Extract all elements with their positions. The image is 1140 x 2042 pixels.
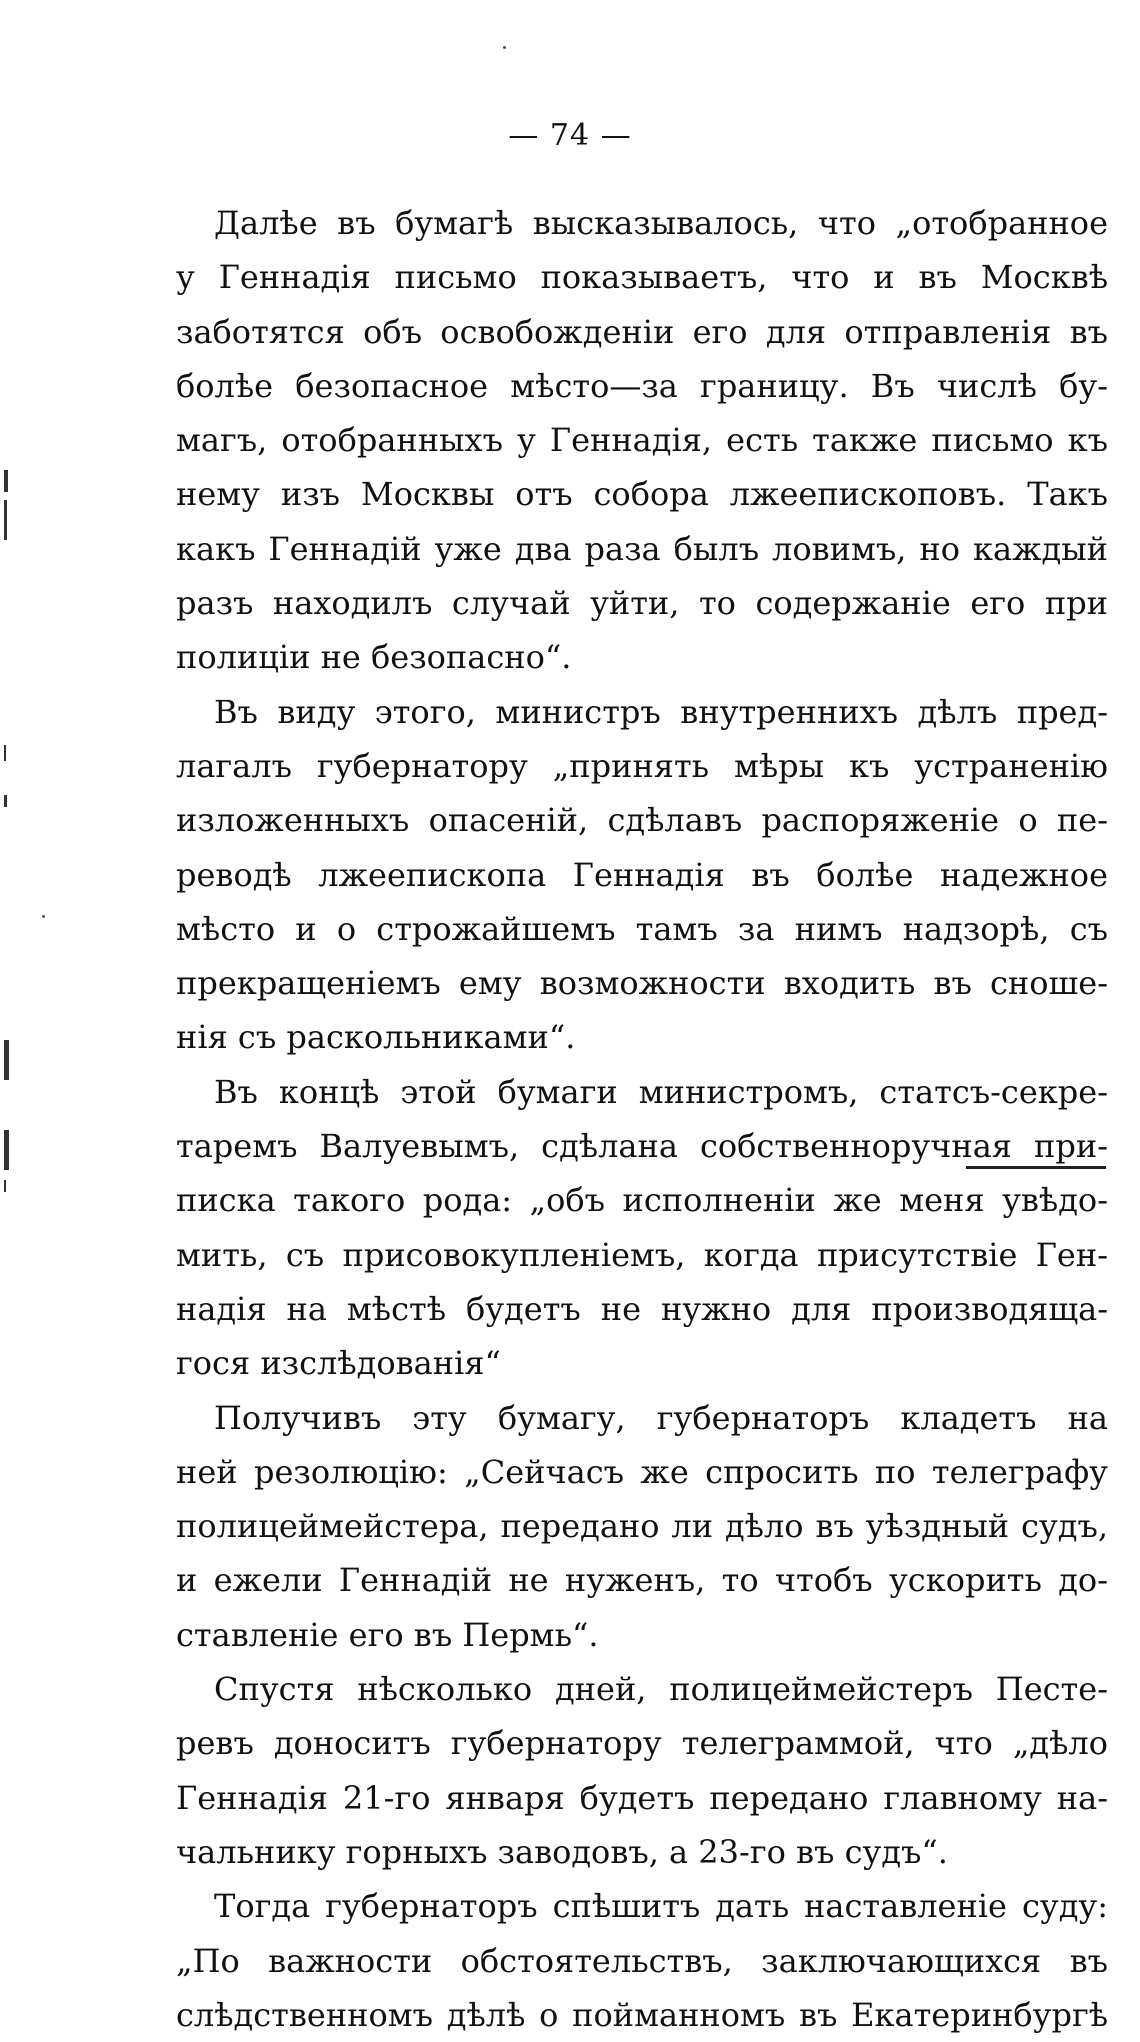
text-line: Получивъ эту бумагу, губернаторъ кладетъ на — [214, 1398, 1108, 1437]
margin-mark — [4, 1040, 9, 1080]
speck — [503, 46, 506, 49]
text-line: „По важности обстоятельствъ, заключающихся въ — [176, 1941, 1108, 1980]
text-line: ней резолюцію: „Сейчасъ же спросить по телеграфу — [176, 1452, 1108, 1491]
text-line: Въ виду этого, министръ внутреннихъ дѣлъ пред- — [214, 692, 1108, 731]
text-line: чальнику горныхъ заводовъ, а 23-го въ судъ“. — [176, 1832, 948, 1871]
text-line: лагалъ губернатору „принять мѣры къ устраненію — [176, 746, 1108, 785]
page-number: — 74 — — [508, 118, 632, 153]
text-line: слѣдственномъ дѣлѣ о пойманномъ въ Екатеринбургѣ — [176, 1995, 1108, 2034]
margin-mark — [4, 1180, 6, 1192]
text-line: полицеймейстера, передано ли дѣло въ уѣздный судъ, — [176, 1507, 1108, 1546]
margin-mark — [4, 500, 7, 540]
body-text — [176, 196, 1108, 2042]
text-line: нія съ раскольниками“. — [176, 1018, 576, 1057]
text-line: изложенныхъ опасеній, сдѣлавъ распоряженіе о пе- — [176, 801, 1108, 840]
text-line: мѣсто и о строжайшемъ тамъ за нимъ надзорѣ, съ — [176, 909, 1108, 948]
text-line: Геннадія 21-го января будетъ передано главному на- — [176, 1778, 1108, 1817]
text-line: полиціи не безопасно“. — [176, 638, 572, 677]
speck — [42, 915, 45, 918]
text-line: разъ находилъ случай уйти, то содержаніе его при — [176, 584, 1108, 623]
text-line: у Геннадія письмо показываетъ, что и въ Москвѣ — [176, 258, 1108, 297]
text-line: Спустя нѣсколько дней, полицеймейстеръ Песте- — [214, 1670, 1108, 1709]
text-line: болѣе безопасное мѣсто—за границу. Въ числѣ бу- — [176, 366, 1108, 405]
text-line: писка такого рода: „объ исполненіи же меня увѣдо- — [176, 1181, 1108, 1220]
text-line: надія на мѣстѣ будетъ не нужно для производяща- — [176, 1289, 1108, 1328]
text-line: ставленіе его въ Пермь“. — [176, 1615, 599, 1654]
text-line: прекращеніемъ ему возможности входить въ сноше- — [176, 964, 1108, 1003]
text-line: гося изслѣдованія“ — [176, 1344, 501, 1383]
text-line: заботятся объ освобожденіи его для отправленія въ — [176, 312, 1108, 351]
text-line: мить, съ присовокупленіемъ, когда присутствіе Ген- — [176, 1235, 1108, 1274]
text-line: и ежели Геннадій не нуженъ, то чтобъ ускорить до- — [176, 1561, 1108, 1600]
horizontal-rule — [966, 1166, 1106, 1169]
margin-mark — [4, 470, 8, 492]
text-line: Далѣе въ бумагѣ высказывалось, что „отобранное — [214, 204, 1108, 242]
text-line: магъ, отобранныхъ у Геннадія, есть также письмо къ — [176, 421, 1108, 460]
text-line: ревъ доноситъ губернатору телеграммой, что „дѣло — [176, 1724, 1108, 1763]
text-line: Въ концѣ этой бумаги министромъ, статсъ-секре- — [214, 1072, 1108, 1111]
text-line: нему изъ Москвы отъ собора лжеепископовъ. Такъ — [176, 475, 1108, 514]
text-line: реводѣ лжеепископа Геннадія въ болѣе надежное — [176, 855, 1108, 894]
margin-mark — [4, 745, 6, 761]
margin-mark — [4, 1130, 9, 1170]
text-line: таремъ Валуевымъ, сдѣлана собственноручная при- — [176, 1127, 1108, 1166]
text-line: какъ Геннадій уже два раза былъ ловимъ, но каждый — [176, 529, 1108, 568]
margin-mark — [4, 795, 7, 807]
text-line: Тогда губернаторъ спѣшитъ дать наставленіе суду: — [214, 1887, 1108, 1926]
